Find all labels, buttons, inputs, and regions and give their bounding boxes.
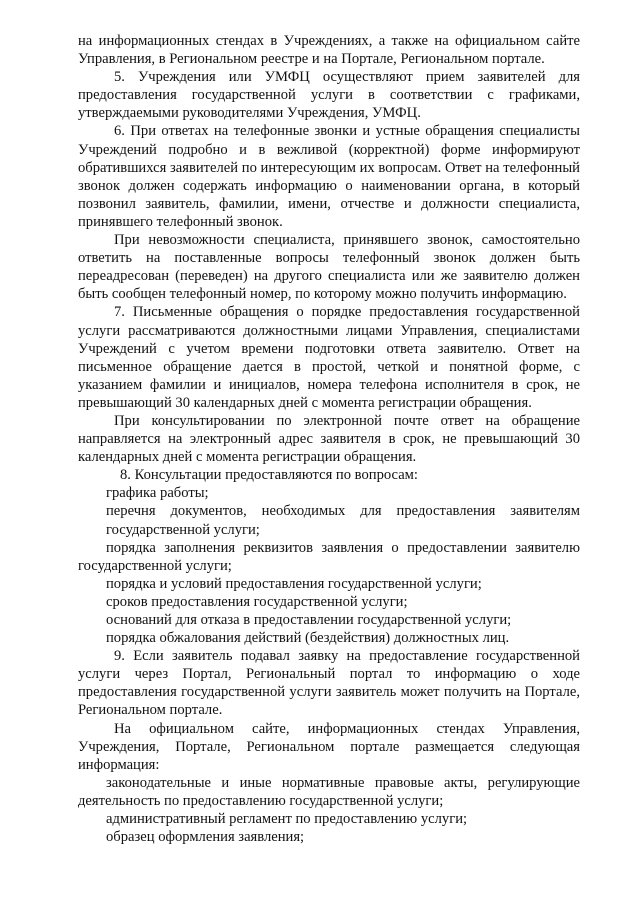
list-item: административный регламент по предоставлению услуги;: [106, 811, 468, 828]
paragraph-phone-redirect: При невозможности специалиста, принявшего звонок, самостоятельно ответить на поставленные вопросы телефонный звонок должен быть переадресован (переведен) на другого специалиста или же заявителю должен быть сообщен телефонный номер, по которому можно получить информацию.: [78, 232, 580, 303]
list-item: сроков предоставления государственной услуги;: [106, 593, 408, 610]
list-item: перечня документов, необходимых для предоставления заявителям государственной услуги;: [106, 503, 580, 538]
list-item: образец оформления заявления;: [106, 829, 305, 846]
paragraph-site-info: На официальном сайте, информационных стендах Управления, Учреждения, Портале, Региональном портале размещается следующая информация:: [78, 720, 580, 773]
document-body: [78, 32, 580, 846]
list-item: графика работы;: [106, 485, 209, 502]
paragraph-item-6: 6. При ответах на телефонные звонки и устные обращения специалисты Учреждений подробно и в вежливой (корректной) форме информируют обратившихся заявителей по интересующим их вопросам. Ответ на телефонный звонок должен содержать информацию о наименовании органа, в который позвонил заявитель, фамилии, имени, отчестве и должности специалиста, принявшего телефонный звонок.: [78, 123, 580, 230]
paragraph-continuation: на информационных стендах в Учреждениях, а также на официальном сайте Управления, в Региональном реестре и на Портале, Региональном портале.: [78, 33, 580, 68]
list-item: законодательные и иные нормативные правовые акты, регулирующие деятельность по предоставлению государственной услуги;: [78, 774, 580, 809]
list-item: порядка заполнения реквизитов заявления о предоставлении заявителю государственной услуги;: [78, 539, 580, 574]
list-item: оснований для отказа в предоставлении государственной услуги;: [106, 612, 512, 628]
list-item: порядка обжалования действий (бездействия) должностных лиц.: [106, 630, 510, 647]
paragraph-item-5: 5. Учреждения или УМФЦ осуществляют прием заявителей для предоставления государственной услуги в соответствии с графиками, утверждаемыми руководителями Учреждения, УМФЦ.: [78, 69, 580, 122]
paragraph-item-8: 8. Консультации предоставляются по вопросам:: [120, 467, 418, 484]
paragraph-item-7: 7. Письменные обращения о порядке предоставления государственной услуги рассматриваются должностными лицами Управления, специалистами Учреждений с учетом времени подготовки ответа заявителю. Ответ на письменное обращение дается в простой, четкой и понятной форме, с указанием фамилии и инициалов, номера телефона исполнителя в срок, не превышающий 30 календарных дней с момента регистрации обращения.: [78, 304, 580, 411]
list-item: порядка и условий предоставления государственной услуги;: [106, 575, 482, 592]
paragraph-email-consult: При консультировании по электронной почте ответ на обращение направляется на электронный адрес заявителя в срок, не превышающий 30 календарных дней с момента регистрации обращения.: [78, 412, 580, 466]
paragraph-item-9: 9. Если заявитель подавал заявку на предоставление государственной услуги через Портал, Региональный портал то информацию о ходе предоставления государственной услуги заявитель может получить на Портале, Региональном портале.: [78, 648, 580, 719]
